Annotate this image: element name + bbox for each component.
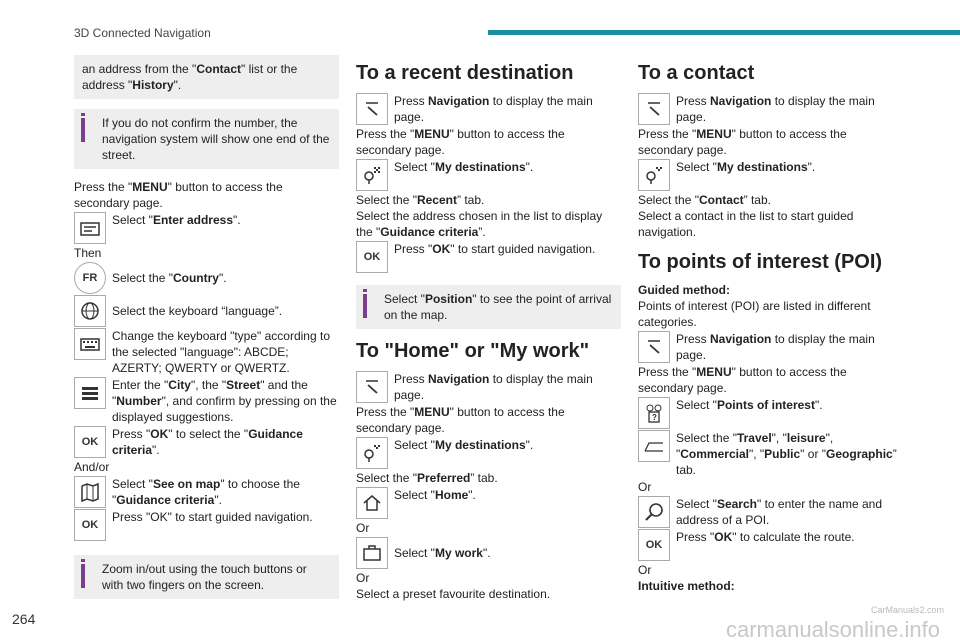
step-navigation-4: Press Navigation to display the main page. — [638, 331, 903, 363]
column-3: To a contact Press Navigation to display the main page. Press the "MENU" button to access the secondary page. Select "My destinations". Select the "Contact” tab. Select a contact in the list to start guided navigation. To points of interest (POI) Guided method: Points of interest (POI) are listed in different categories. Press Navigation to display the main page. Press the "MENU" button to access the secondary page. ? Select "Points of interest". Select the "Travel", "leisure", "Commercial", "Public" or "Geographic” tab. Or Select "Search" to enter the name and address of a POI. OK Press "OK" to calculate the route. Or Intuitive method: — [638, 55, 903, 594]
section-title-poi: To points of interest (POI) — [638, 251, 883, 273]
watermark: carmanualsonline.info — [725, 617, 940, 642]
briefcase-icon — [356, 537, 388, 569]
watermark-small: CarManuals2.com — [870, 605, 944, 615]
step-ok: OK Press "OK" to start guided navigation. — [356, 241, 621, 273]
info-box-contact: an address from the "Contact" list or the address "History". — [74, 55, 339, 99]
search-icon — [638, 496, 670, 528]
section-title-recent: To a recent destination — [356, 62, 574, 84]
info-note: If you do not confirm the number, the navigation system will show one end of the street. — [74, 109, 339, 169]
destination-pin-icon — [356, 159, 388, 191]
step-keyboard-type: Change the keyboard "type" according to the selected "language": ABCDE; AZERTY; QWERTY or QWERTZ. — [74, 328, 339, 376]
keyboard-address-icon — [74, 212, 106, 244]
navigation-arrow-icon — [356, 371, 388, 403]
list-grid-icon — [74, 377, 106, 409]
column-2: To a recent destination Press Navigation to display the main page. Press the "MENU" button to access the secondary page. Select "My destinations". Select the "Recent” tab. Select the address chosen in the list to display the "Guidance criteria”. OK Press "OK" to start guided navigation. Select "Position" to see the point of arrival on the map. To "Home" or "My work" Press Navigation to display the main page. Press the "MENU" button to access the secondary page. Select "My destinations". Select the "Preferred” tab. Select "Home". Or Select "My work". Or Select a preset favourite destination. — [356, 55, 621, 602]
step-home: Select "Home". — [356, 487, 621, 519]
step-my-work: Select "My work". — [356, 537, 621, 569]
step-navigation: Press Navigation to display the main page. — [356, 93, 621, 125]
keyboard-icon — [74, 328, 106, 360]
step-city-street: Enter the "City", the "Street" and the "Number", and confirm by pressing on the displayed suggestions. — [74, 377, 339, 425]
step-my-destinations-2: Select "My destinations". — [356, 437, 621, 469]
home-icon — [356, 487, 388, 519]
info-icon — [81, 564, 85, 588]
step-navigation-3: Press Navigation to display the main page. — [638, 93, 903, 125]
navigation-arrow-icon — [356, 93, 388, 125]
step-ok-route: OK Press "OK" to calculate the route. — [638, 529, 903, 561]
section-title-contact: To a contact — [638, 62, 755, 84]
step-search: Select "Search" to enter the name and address of a POI. — [638, 496, 903, 528]
map-icon — [74, 476, 106, 508]
globe-keyboard-icon — [74, 295, 106, 327]
ok-button-icon: OK — [74, 509, 106, 541]
step-poi: ? Select "Points of interest". — [638, 397, 903, 429]
running-header: 3D Connected Navigation — [74, 26, 211, 40]
menu-instruction: Press the "MENU" button to access the secondary page. — [74, 180, 283, 210]
info-note-zoom: Zoom in/out using the touch buttons or with two fingers on the screen. — [74, 555, 339, 599]
step-country: FR Select the "Country". — [74, 262, 339, 294]
header-accent-bar — [488, 30, 960, 35]
ok-button-icon: OK — [74, 426, 106, 458]
destination-pin-icon — [638, 159, 670, 191]
step-navigation-2: Press Navigation to display the main page. — [356, 371, 621, 403]
country-flag-icon: FR — [74, 262, 106, 294]
poi-icon — [638, 397, 670, 429]
navigation-arrow-icon — [638, 331, 670, 363]
info-icon — [81, 118, 85, 142]
step-language: Select the keyboard “language”. — [74, 295, 339, 327]
ok-button-icon: OK — [638, 529, 670, 561]
info-note-position: Select "Position" to see the point of arrival on the map. — [356, 285, 621, 329]
section-title-home-work: To "Home" or "My work" — [356, 340, 590, 362]
step-ok-guidance: OK Press "OK" to select the "Guidance criteria". — [74, 426, 339, 458]
step-my-destinations-3: Select "My destinations". — [638, 159, 903, 191]
step-my-destinations: Select "My destinations". — [356, 159, 621, 191]
ok-button-icon: OK — [356, 241, 388, 273]
step-ok-start: OK Press "OK" to start guided navigation. — [74, 509, 339, 541]
navigation-arrow-icon — [638, 93, 670, 125]
column-1: an address from the "Contact" list or the address "History". If you do not confirm the number, the navigation system will show one end of the street. Press the "MENU" button to access the secondary page. Select "Enter address". Then FR Select the "Country". Select the keyboard “language”. Change the keyboard "type" according to the selected "language": ABCDE; AZERTY; QWERTY or QWERTZ. Enter the "City", the "Street" and the "Number", and confirm by pressing on the displayed suggestions. OK Press "OK" to select the "Guidance criteria". And/or Select "See on map" to choose the "Guidance criteria". OK Press "OK" to start guided navigation. Zoom in/out using the touch buttons or with two fingers on the screen. — [74, 55, 339, 609]
svg-text:?: ? — [652, 413, 657, 422]
step-see-on-map: Select "See on map" to choose the "Guidance criteria". — [74, 476, 339, 508]
page-number: 264 — [12, 611, 36, 627]
destination-pin-icon — [356, 437, 388, 469]
step-categories: Select the "Travel", "leisure", "Commercial", "Public" or "Geographic” tab. — [638, 430, 903, 478]
step-enter-address: Select "Enter address". — [74, 212, 339, 244]
info-icon — [363, 294, 367, 318]
tab-icon — [638, 430, 670, 462]
